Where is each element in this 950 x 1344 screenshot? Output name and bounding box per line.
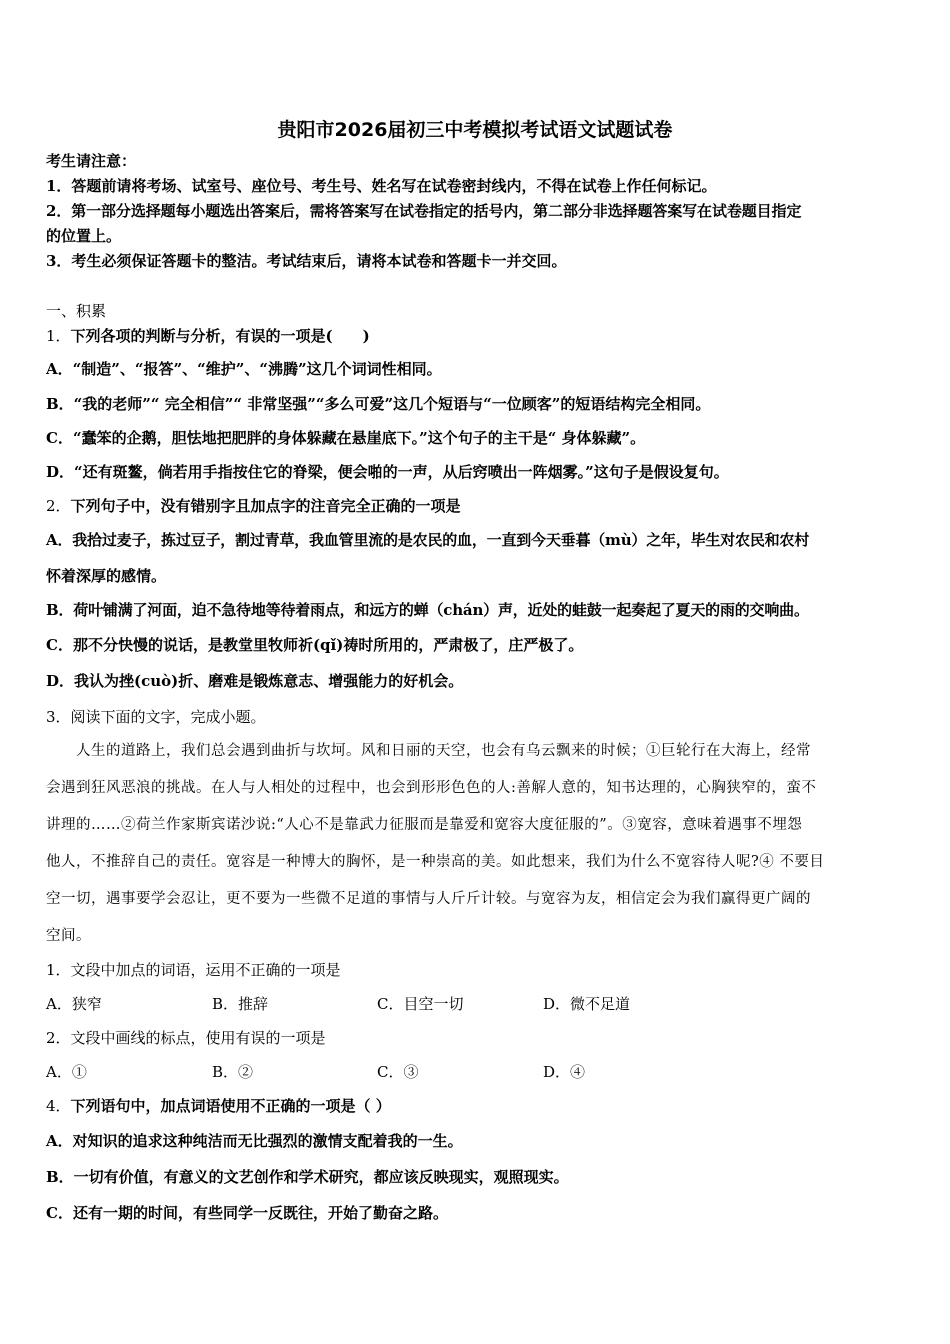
q3-sub2-stem: 2．文段中画线的标点，使用有误的一项是 [46,1029,326,1047]
q2-option-a-cont: 怀着深厚的感情。 [46,567,167,585]
q3-number: 3． [46,708,71,726]
q3-sub2-option-d: D．④ [543,1063,586,1081]
q1-stem [46,326,370,346]
section-heading: 一、积累 [46,302,107,320]
q3-sub1-option-c: C．目空一切 [377,995,464,1013]
q1-option-a: A．“制造”、“报答”、“维护”、“沸腾”这几个词词性相同。 [46,360,442,378]
q4-option-b: B．一切有价值，有意义的文艺创作和学术研究，都应该反映现实，观照现实。 [46,1168,569,1186]
notice-item-3: 3．考生必须保证答题卡的整洁。考试结束后，请将本试卷和答题卡一并交回。 [46,252,567,270]
passage-line-3: 讲理的……②荷兰作家斯宾诺沙说:“人心不是靠武力征服而是靠爱和宽容大度征服的”。③宽容，意味着遇事不埋怨 [46,817,803,833]
q3-stem [46,707,266,727]
q2-option-c: C．那不分快慢的说话，是教堂里牧师祈(qǐ)祷时所用的，严肃极了，庄严极了。 [46,636,584,654]
q2-option-b: B．荷叶铺满了河面，迫不急待地等待着雨点，和远方的蝉（chán）声，近处的蛙鼓一起奏起了夏天的雨的交响曲。 [46,601,809,619]
q2-number: 2． [46,497,71,515]
q3-stem-text: 阅读下面的文字，完成小题。 [70,708,266,726]
q4-option-a: A．对知识的追求这种纯洁而无比强烈的激情支配着我的一生。 [46,1132,463,1150]
q3-sub1-stem: 1．文段中加点的词语，运用不正确的一项是 [46,961,341,979]
q2-option-d: D．我认为挫(cuò)折、磨难是锻炼意志、增强能力的好机会。 [46,672,464,690]
passage-line-2: 会遇到狂风恶浪的挑战。在人与人相处的过程中，也会到形形色色的人:善解人意的，知书达理的，心胸狭窄的，蛮不 [46,780,817,796]
q3-sub2-option-c: C．③ [377,1063,419,1081]
passage-line-6: 空间。 [46,928,91,944]
passage-line-5: 空一切，遇事要学会忍让，更不要为一些微不足道的事情与人斤斤计较。与宽容为友，相信定会为我们赢得更广阔的 [46,891,811,907]
q1-number: 1． [46,327,71,345]
q4-number: 4． [46,1097,71,1115]
passage-line-4: 他人，不推辞自己的责任。宽容是一种博大的胸怀，是一种崇高的美。如此想来，我们为什么不宽容待人呢?④ 不要目 [46,854,825,870]
q4-stem [46,1096,391,1116]
q3-sub1-option-a: A．狭窄 [46,995,102,1013]
q3-sub1-option-d: D．微不足道 [543,995,631,1013]
q1-stem-text: 下列各项的判断与分析，有误的一项是( ) [70,327,370,345]
q2-stem-text: 下列句子中，没有错别字且加点字的注音完全正确的一项是 [70,497,461,515]
notice-item-2-cont: 的位置上。 [46,227,122,245]
q1-option-b: B．“我的老师”“ 完全相信”“ 非常坚强”“多么可爱”这几个短语与“一位顾客”的短语结构完全相同。 [46,395,711,413]
q2-option-a: A．我拾过麦子，拣过豆子，割过青草，我血管里流的是农民的血，一直到今天垂暮（mù）之年，毕生对农民和农村 [46,531,810,549]
q2-stem [46,496,461,516]
passage-line-1: 人生的道路上，我们总会遇到曲折与坎坷。风和日丽的天空，也会有乌云飘来的时候；①巨轮行在大海上，经常 [46,743,811,759]
q3-sub2-option-a: A．① [46,1063,87,1081]
q1-option-c: C．“蠢笨的企鹅，胆怯地把肥胖的身体躲藏在悬崖底下。”这个句子的主干是“ 身体躲藏”。 [46,429,646,447]
q3-sub1-option-b: B．推辞 [212,995,269,1013]
q4-option-c: C．还有一期的时间，有些同学一反既往，开始了勤奋之路。 [46,1204,448,1222]
page-title: 贵阳市2026届初三中考模拟考试语文试题试卷 [277,119,673,141]
notice-item-1: 1．答题前请将考场、试室号、座位号、考生号、姓名写在试卷密封线内，不得在试卷上作任何标记。 [46,177,717,195]
q3-sub2-option-b: B．② [212,1063,254,1081]
q1-option-d: D．“还有斑鳌，倘若用手指按住它的脊梁，便会啪的一声，从后窍喷出一阵烟雾。”这句子是假设复句。 [46,463,729,481]
q4-stem-text: 下列语句中，加点词语使用不正确的一项是（ ） [70,1097,391,1115]
notice-item-2: 2．第一部分选择题每小题选出答案后，需将答案写在试卷指定的括号内，第二部分非选择题答案写在试卷题目指定 [46,202,802,220]
notice-heading: 考生请注意： [46,152,137,170]
